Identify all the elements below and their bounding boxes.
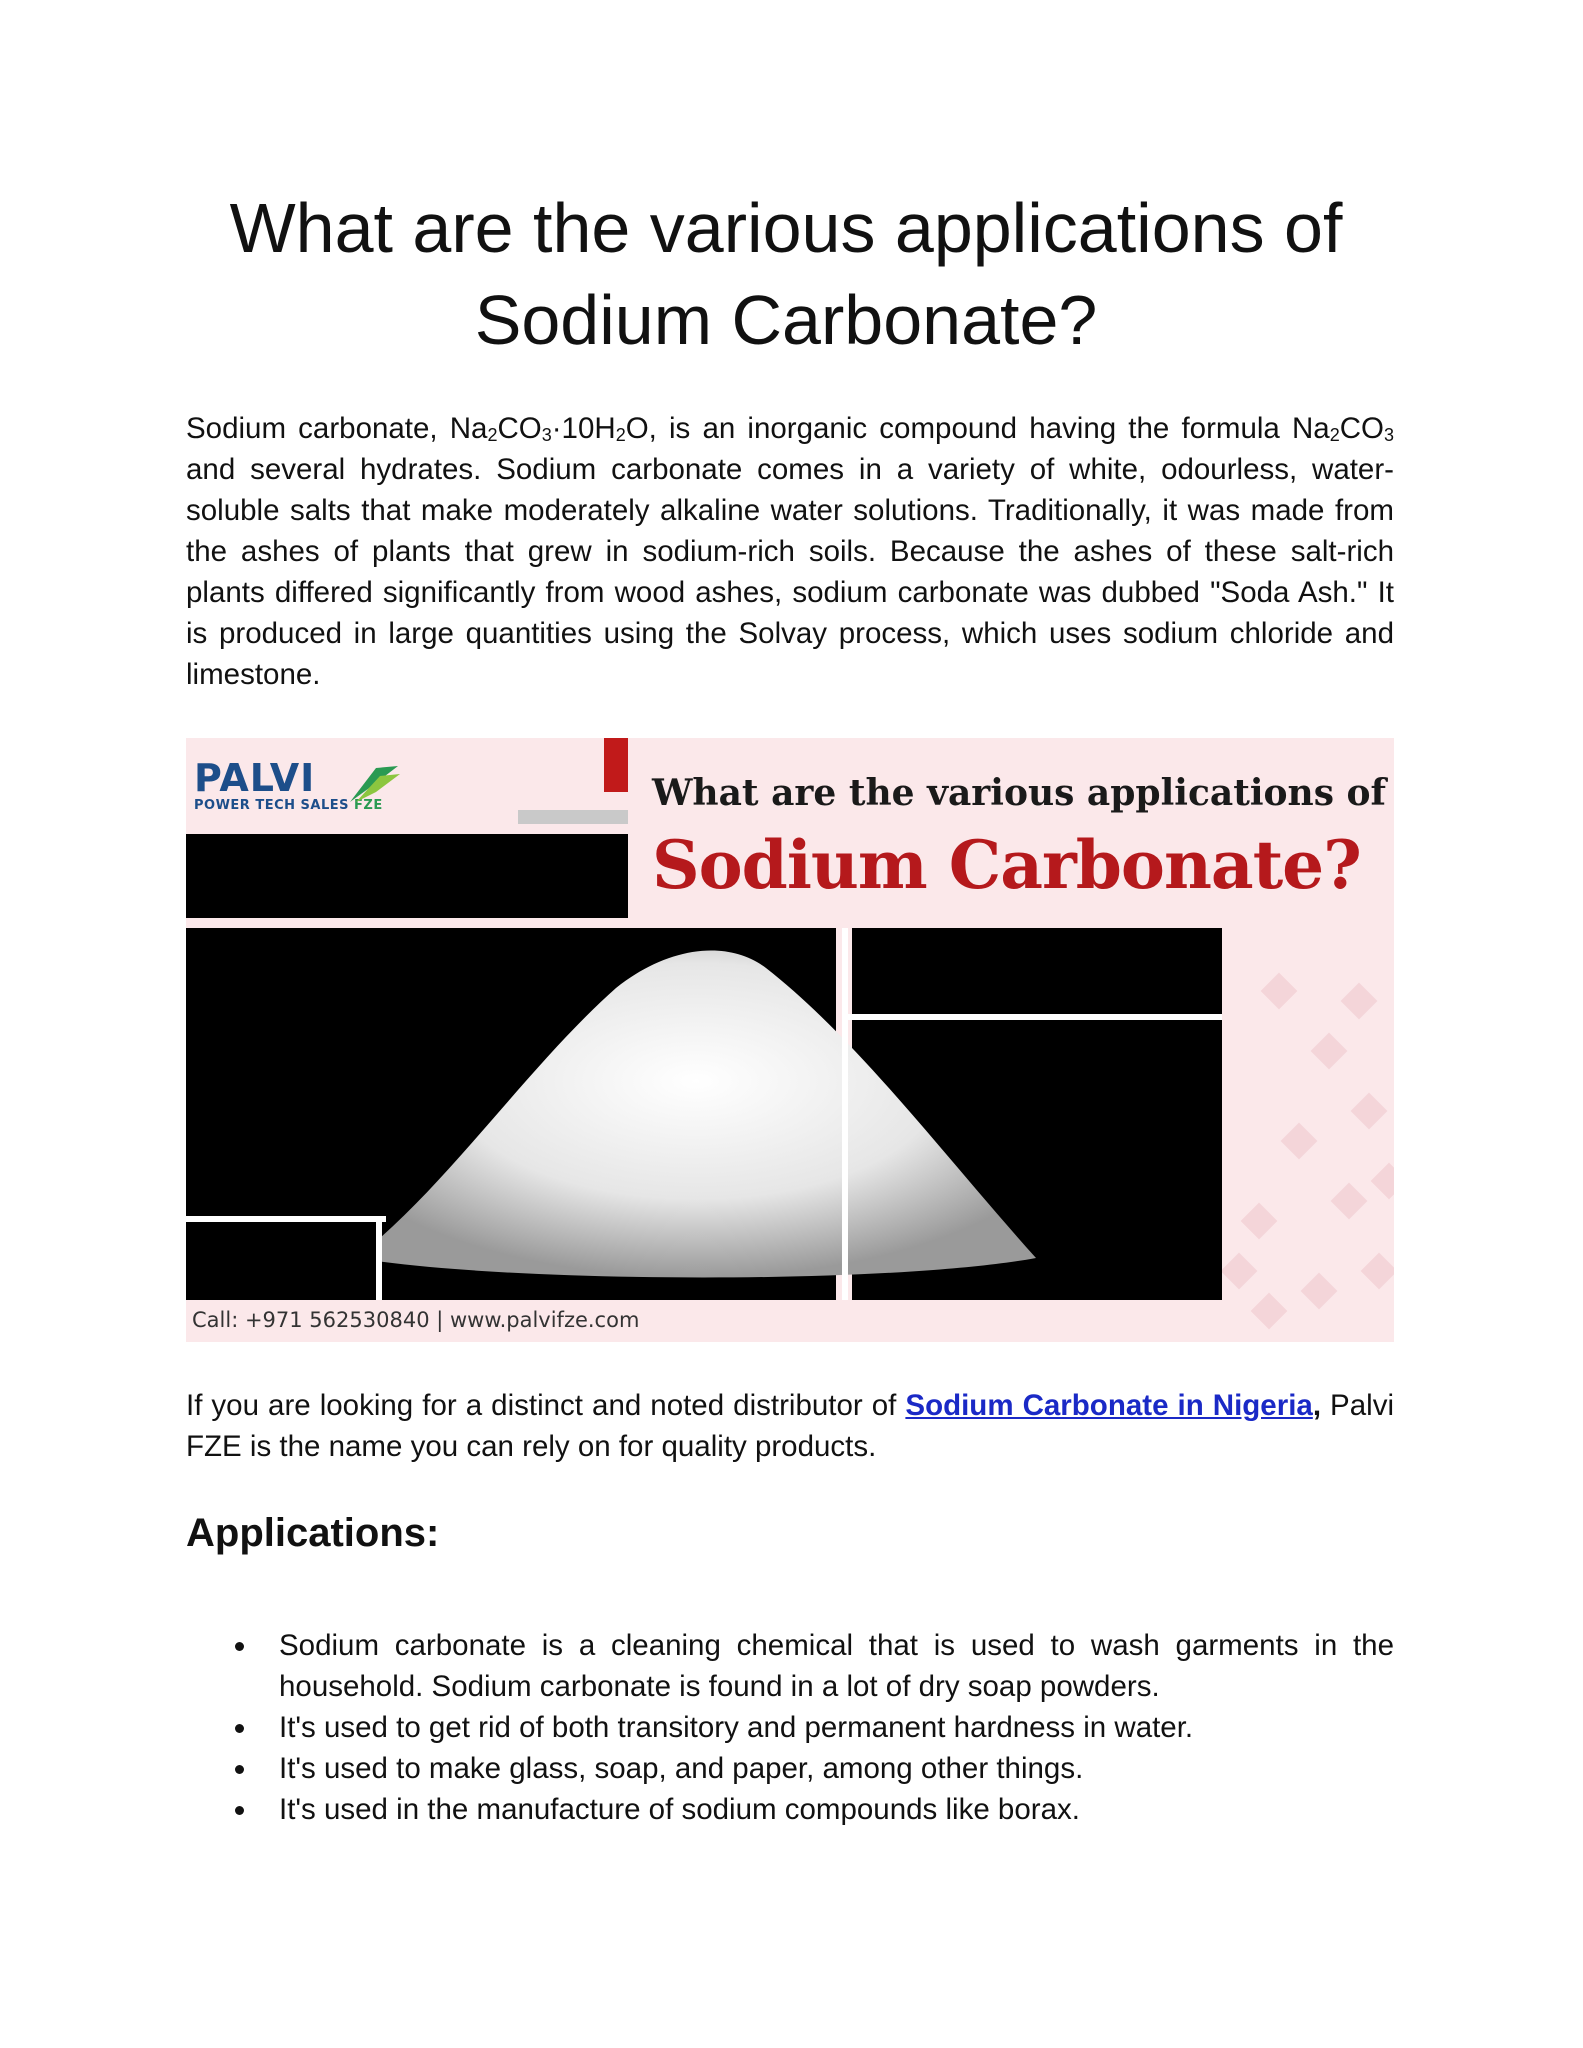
decorative-diamond <box>1301 1273 1338 1310</box>
subscript: 2 <box>487 425 498 445</box>
subscript: 2 <box>1329 425 1340 445</box>
banner-headline: Sodium Carbonate? <box>652 826 1361 904</box>
intro-text: CO <box>1339 412 1384 445</box>
palvi-logo <box>194 756 383 813</box>
decorative-diamond <box>1241 1203 1278 1240</box>
comma: , <box>1312 1389 1322 1422</box>
powder-pile-image <box>336 928 1056 1300</box>
list-item: Sodium carbonate is a cleaning chemical that is used to wash garments in the household. Sodium carbonate is found in a lot of dry soap powders. <box>186 1625 1394 1707</box>
distributor-text: Palvi FZE is the name you can rely on for quality products. <box>186 1389 1395 1463</box>
decorative-diamond <box>1361 1253 1394 1290</box>
frame-line <box>376 1216 382 1300</box>
decorative-diamond <box>1331 1183 1368 1220</box>
list-item: It's used to get rid of both transitory and permanent hardness in water. <box>186 1707 1394 1748</box>
decorative-diamond <box>1341 983 1378 1020</box>
logo-fze: FZE <box>354 798 383 813</box>
decorative-diamond <box>1251 1293 1288 1330</box>
distributor-text: If you are looking for a distinct and noted distributor of <box>186 1389 906 1422</box>
frame-line <box>848 1014 1222 1020</box>
sodium-carbonate-nigeria-link[interactable]: Sodium Carbonate in Nigeria <box>905 1389 1313 1422</box>
banner-question: What are the various applications of <box>652 772 1386 814</box>
redacted-block <box>186 1222 376 1268</box>
intro-text: Sodium carbonate, Na <box>186 412 488 445</box>
decorative-diamond <box>1281 1123 1318 1160</box>
decorative-diamond <box>1311 1033 1348 1070</box>
page-title <box>186 182 1386 366</box>
decorative-diamond <box>1221 1253 1258 1290</box>
list-item: It's used to make glass, soap, and paper, among other things. <box>186 1748 1394 1789</box>
decorative-diamond <box>1371 1163 1394 1200</box>
grey-accent-bar <box>518 810 628 824</box>
subscript: 3 <box>1383 425 1394 445</box>
intro-text: and several hydrates. Sodium carbonate comes in a variety of white, odourless, water-soluble salts that make moderately alkaline water solutions. Traditionally, it was made from the ashes of plants that grew in sodium-rich soils. Because the ashes of these salt-rich plants differed significantly from wood ashes, sodium carbonate was dubbed "Soda Ash." It is produced in large quantities using the Solvay process, which uses sodium chloride and limestone. <box>186 453 1394 691</box>
intro-text: O, is an inorganic compound having the formula Na <box>625 412 1330 445</box>
intro-text: ·10H <box>551 412 616 445</box>
red-accent-bar <box>604 738 628 792</box>
list-item: It's used in the manufacture of sodium compounds like borax. <box>186 1789 1394 1830</box>
redacted-block <box>186 834 628 918</box>
frame-line <box>842 928 848 1300</box>
title-line-2: Sodium Carbonate? <box>474 281 1098 359</box>
banner-contact: Call: +971 562530840 | www.palvifze.com <box>192 1308 640 1332</box>
banner-image <box>186 738 1394 1342</box>
logo-name: PALVI <box>194 756 316 800</box>
title-line-1: What are the various applications of <box>229 189 1343 267</box>
subscript: 3 <box>541 425 552 445</box>
intro-text: CO <box>497 412 542 445</box>
applications-list <box>186 1625 1394 1830</box>
subscript: 2 <box>615 425 626 445</box>
intro-paragraph <box>186 408 1394 695</box>
distributor-paragraph <box>186 1385 1394 1467</box>
applications-heading: Applications: <box>186 1511 440 1555</box>
swoosh-icon <box>346 762 402 806</box>
logo-sub-text: POWER TECH SALES <box>194 798 349 813</box>
decorative-diamond <box>1261 973 1298 1010</box>
decorative-diamond <box>1351 1093 1388 1130</box>
